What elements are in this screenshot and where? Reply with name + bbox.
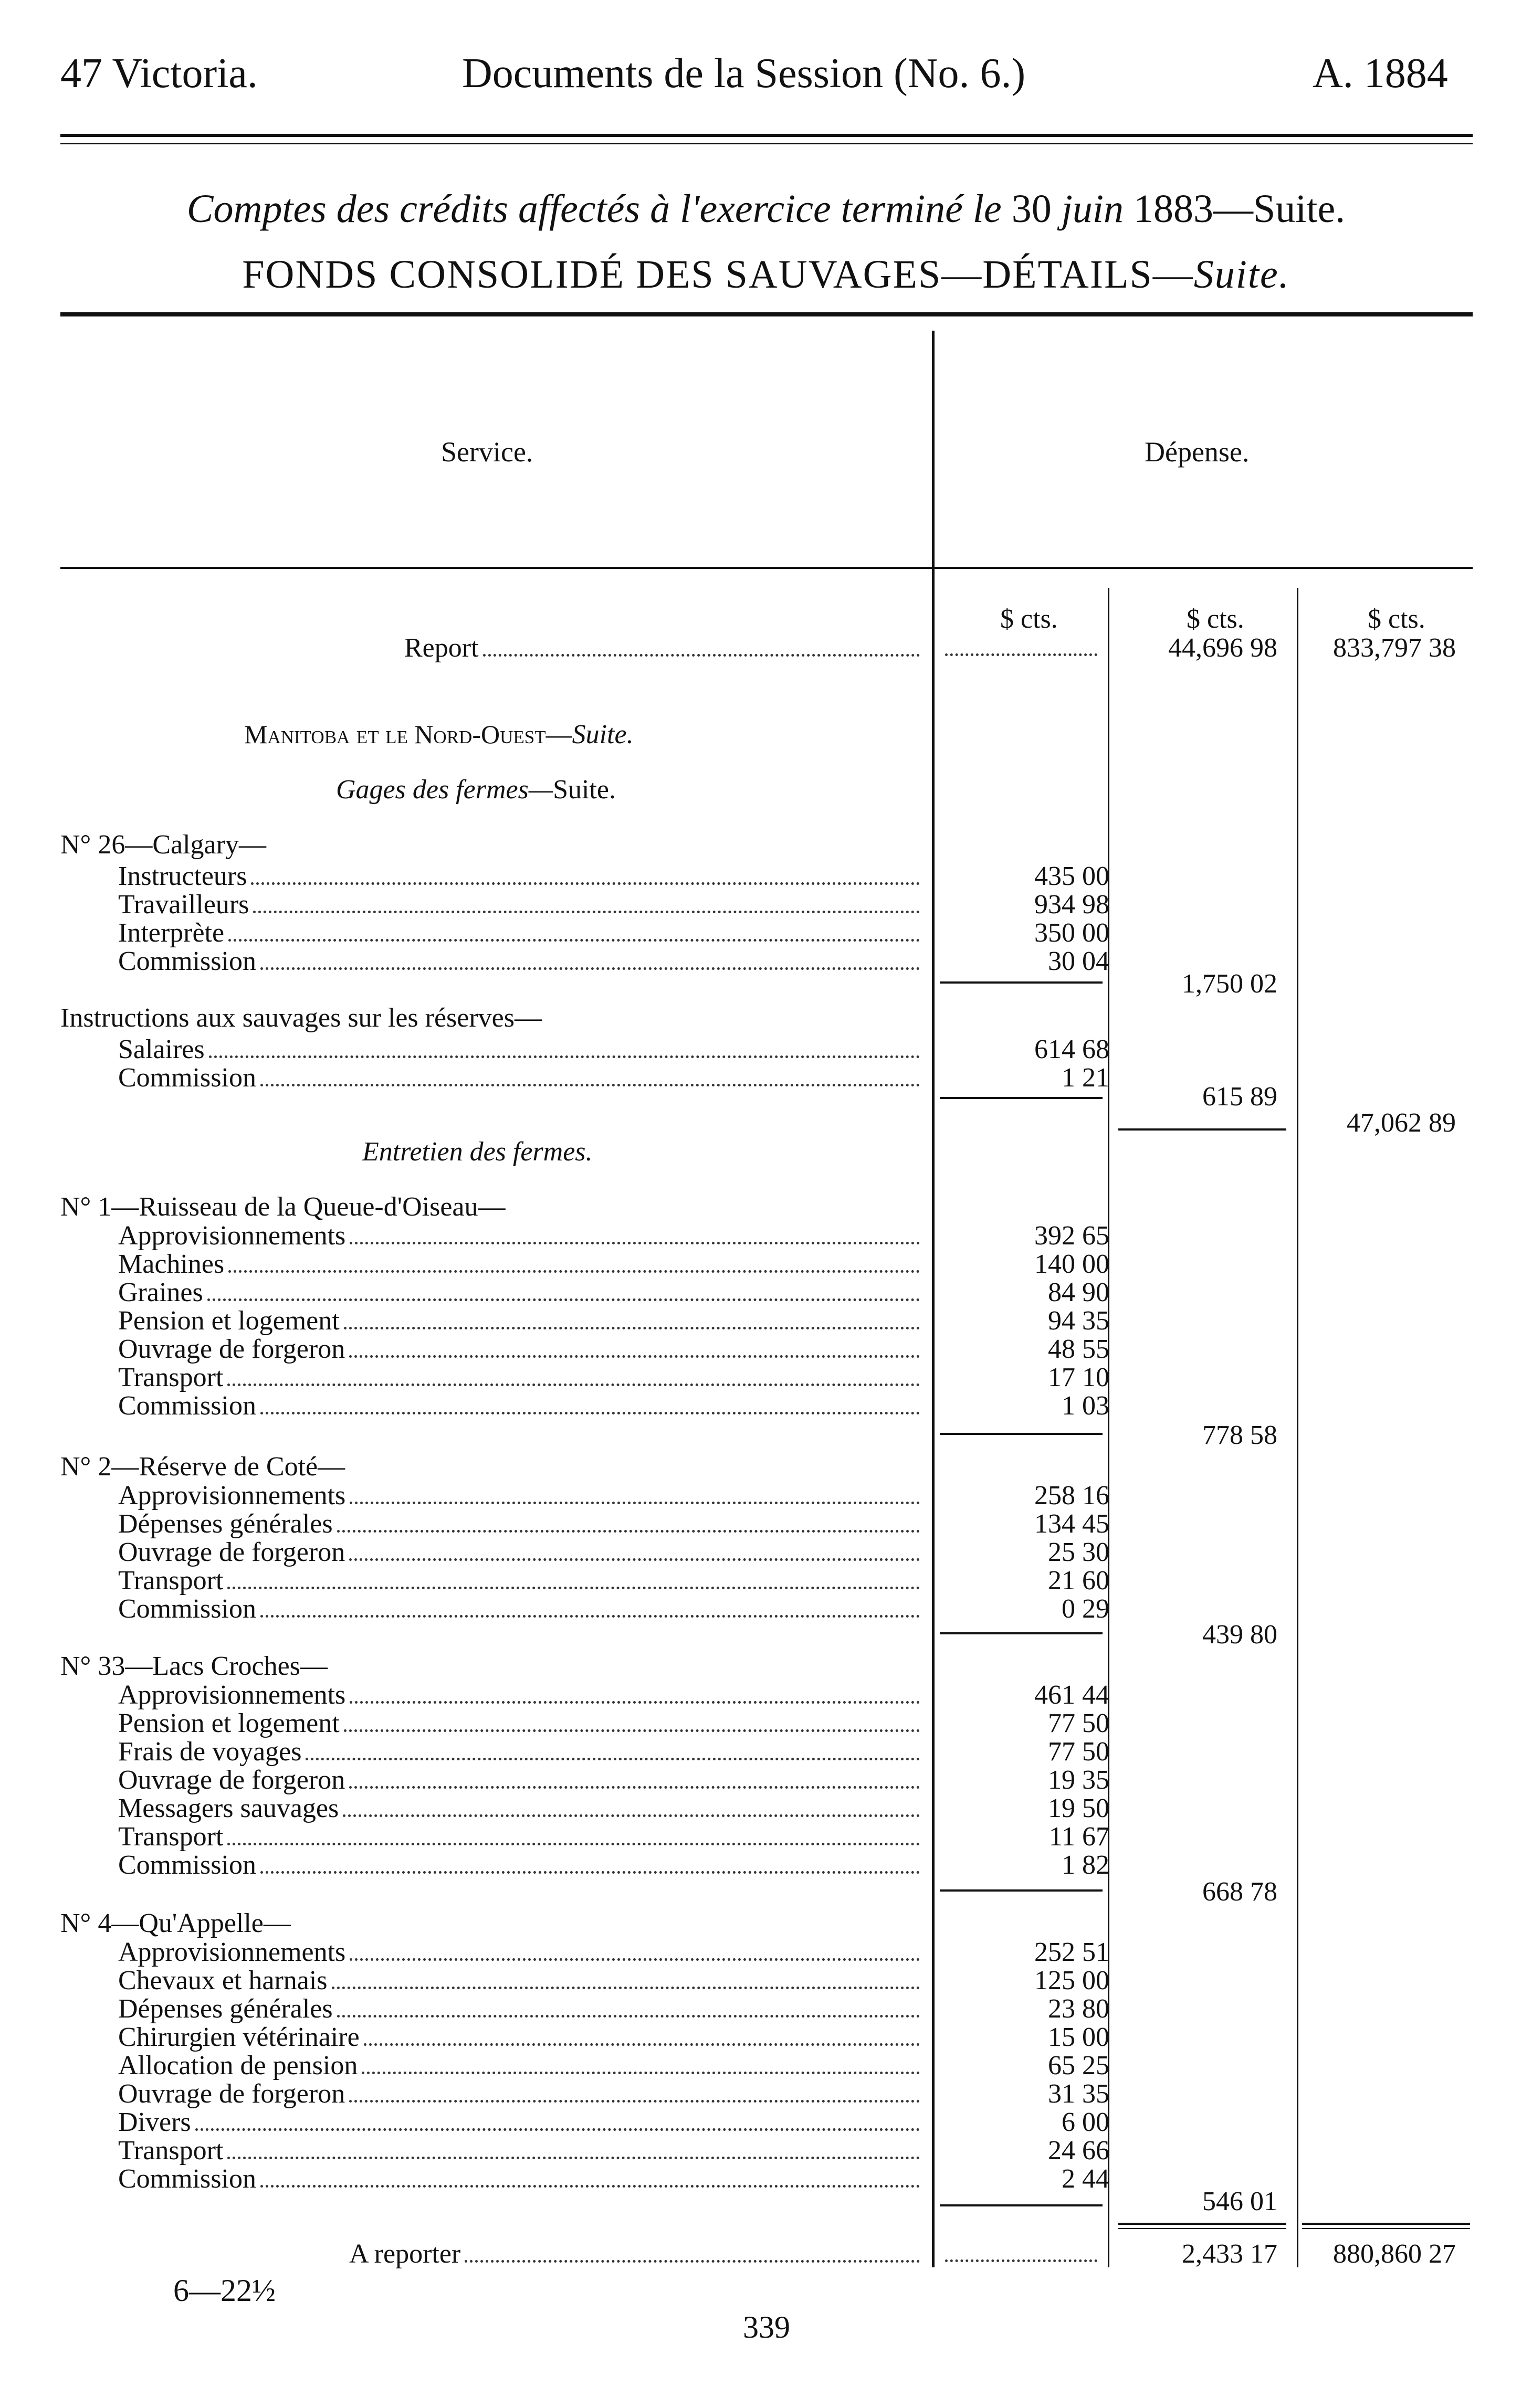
croches-item-amount: 19 35 [1048,1765,1109,1795]
appelle-item-label: Commission [118,2164,256,2194]
ruisseau-item-label: Approvisionnements [118,1221,346,1251]
title-date: 30 [1011,187,1052,231]
leader-dots [260,2185,920,2188]
leader-dots [344,1327,920,1329]
croches-item-amount: 1 82 [1062,1850,1109,1880]
appelle-item-row [118,2050,924,2081]
header-left: 47 Victoria. [60,50,258,97]
ruisseau-sum-rule [940,1433,1103,1435]
leader-dots [337,1530,920,1533]
gages-group-total: 47,062 89 [1347,1108,1456,1138]
group-heading-instructions: Instructions aux sauvages sur les réserves— [60,1003,542,1033]
cote-item-row [118,1593,924,1624]
cote-item-amount: 134 45 [1034,1509,1109,1539]
a-reporter-col1-dots [945,2259,1097,2262]
instructions-item-amount: 614 68 [1034,1034,1109,1064]
column-header-rule [60,567,1473,569]
col3-divider [1297,588,1298,2267]
instructions-item-label: Commission [118,1063,256,1093]
appelle-item-label: Transport [118,2136,224,2166]
leader-dots [260,1084,920,1086]
cote-item-row [118,1480,924,1511]
croches-item-amount: 461 44 [1034,1680,1109,1710]
subtitle-suffix: Suite. [1193,252,1290,297]
ruisseau-item-row [118,1277,924,1308]
leader-dots [227,2157,920,2159]
instructions-sum-rule [940,1097,1103,1099]
appelle-item-row [118,2107,924,2138]
cote-item-amount: 25 30 [1048,1537,1109,1567]
appelle-item-label: Dépenses générales [118,1994,333,2024]
ruisseau-item-label: Ouvrage de forgeron [118,1334,345,1364]
croches-item-label: Transport [118,1822,224,1852]
appelle-subtotal: 546 01 [1202,2187,1277,2216]
appelle-item-amount: 2 44 [1062,2164,1109,2194]
leader-dots [228,939,920,942]
croches-item-amount: 77 50 [1048,1708,1109,1738]
section-heading-suffix: Suite. [572,720,634,749]
subsection-gages-suffix: Suite. [553,775,616,805]
appelle-item-amount: 24 66 [1048,2136,1109,2166]
leader-dots [349,1786,920,1789]
cote-subtotal: 439 80 [1202,1620,1277,1650]
croches-item-label: Frais de voyages [118,1737,302,1767]
unit-header-1: $ cts. [1000,604,1058,634]
calgary-item-amount: 350 00 [1034,918,1109,948]
croches-sum-rule [940,1889,1103,1892]
croches-item-amount: 11 67 [1048,1822,1109,1852]
leader-dots [350,1701,920,1704]
leader-dots [337,2015,920,2018]
appelle-item-label: Chirurgien vétérinaire [118,2022,360,2052]
calgary-item-label: Travailleurs [118,890,249,920]
appelle-item-amount: 23 80 [1048,1994,1109,2024]
leader-dots [332,1987,920,1989]
unit-header-2: $ cts. [1187,604,1244,634]
cote-item-amount: 21 60 [1048,1566,1109,1596]
instructions-subtotal: 615 89 [1202,1082,1277,1112]
appelle-item-row [118,1965,924,1996]
cote-item-row [118,1565,924,1596]
report-label: Report [404,633,479,663]
section-heading [244,719,634,750]
cote-item-label: Ouvrage de forgeron [118,1537,345,1567]
ruisseau-item-label: Machines [118,1249,225,1279]
signature-mark: 6—22½ [173,2273,276,2308]
report-amount-col2: 44,696 98 [1168,633,1277,663]
leader-dots [227,1383,920,1386]
croches-item-label: Approvisionnements [118,1680,346,1710]
calgary-item-amount: 435 00 [1034,861,1109,891]
ruisseau-item-amount: 392 65 [1034,1221,1109,1251]
ruisseau-item-amount: 84 90 [1048,1277,1109,1307]
group-heading-ruisseau: N° 1—Ruisseau de la Queue-d'Oiseau— [60,1192,506,1222]
croches-item-row [118,1793,924,1824]
appelle-sum-rule [940,2204,1103,2206]
croches-item-row [118,1736,924,1767]
reporter-rule-col3 [1302,2223,1470,2225]
group-heading-appelle: N° 4—Qu'Appelle— [60,1908,291,1938]
croches-item-amount: 19 50 [1048,1793,1109,1823]
croches-item-label: Commission [118,1850,256,1880]
cote-item-row [118,1537,924,1568]
ruisseau-item-label: Commission [118,1391,256,1421]
title-month: juin [1061,187,1124,231]
croches-item-amount: 77 50 [1048,1737,1109,1767]
a-reporter-amount-col2: 2,433 17 [1182,2239,1277,2269]
instructions-item-row [118,1034,924,1065]
ruisseau-item-row [118,1334,924,1365]
leader-dots [207,1298,920,1301]
section-heading-main: Manitoba et le Nord-Ouest— [244,720,572,749]
leader-dots [350,1958,920,1961]
title-rule [60,312,1473,316]
calgary-item-amount: 30 04 [1048,946,1109,976]
croches-item-label: Messagers sauvages [118,1793,339,1823]
croches-item-row [118,1765,924,1796]
leader-dots [350,1242,920,1244]
column-service: Service. [441,436,533,468]
ruisseau-item-amount: 17 10 [1048,1363,1109,1392]
leader-dots [209,1055,920,1058]
croches-item-row [118,1821,924,1852]
appelle-item-label: Divers [118,2107,191,2137]
leader-dots [251,882,920,885]
a-reporter-label: A reporter [349,2239,461,2269]
appelle-item-label: Approvisionnements [118,1937,346,1967]
ruisseau-item-row [118,1362,924,1393]
cote-item-amount: 258 16 [1034,1481,1109,1511]
croches-item-row [118,1708,924,1739]
group-heading-calgary: N° 26—Calgary— [60,830,266,860]
appelle-item-label: Ouvrage de forgeron [118,2079,345,2109]
leader-dots [344,1729,920,1732]
subsection-gages [336,774,616,805]
column-depense: Dépense. [1145,436,1250,468]
leader-dots [227,1587,920,1589]
appelle-item-row [118,2022,924,2053]
reporter-rule-col2 [1118,2223,1286,2225]
report-col1-dots [945,653,1097,656]
ruisseau-item-label: Pension et logement [118,1306,340,1336]
ruisseau-subtotal: 778 58 [1202,1420,1277,1450]
header-rule-bottom [60,143,1473,144]
cote-item-label: Approvisionnements [118,1481,346,1511]
croches-item-label: Ouvrage de forgeron [118,1765,345,1795]
group-heading-cote: N° 2—Réserve de Coté— [60,1452,345,1482]
appelle-item-amount: 252 51 [1034,1937,1109,1967]
ruisseau-item-row [118,1220,924,1251]
croches-subtotal: 668 78 [1202,1877,1277,1907]
croches-item-row [118,1850,924,1881]
reporter-rule-col2-thin [1118,2228,1286,2229]
leader-dots [260,967,920,970]
a-reporter-row [349,2238,924,2269]
leader-dots [350,1502,920,1504]
cote-sum-rule [940,1632,1103,1634]
leader-dots [260,1615,920,1618]
ruisseau-item-label: Transport [118,1363,224,1392]
appelle-item-amount: 6 00 [1062,2107,1109,2137]
ruisseau-item-row [118,1305,924,1336]
leader-dots [343,1814,920,1817]
cote-item-row [118,1508,924,1539]
appelle-item-row [118,2135,924,2166]
leader-dots [349,1558,920,1561]
report-amount-col3: 833,797 38 [1333,633,1456,663]
subsection-gages-italic: Gages des fermes— [336,775,553,805]
leader-dots [362,2072,920,2074]
group-heading-croches: N° 33—Lacs Croches— [60,1651,328,1681]
appelle-item-amount: 15 00 [1048,2022,1109,2052]
calgary-item-label: Commission [118,946,256,976]
ruisseau-item-amount: 48 55 [1048,1334,1109,1364]
cote-item-label: Transport [118,1566,224,1596]
appelle-item-amount: 65 25 [1048,2051,1109,2080]
leader-dots [364,2043,920,2046]
calgary-item-label: Interprète [118,918,225,948]
appelle-item-row [118,1937,924,1968]
calgary-item-row [118,861,924,892]
calgary-item-label: Instructeurs [118,861,247,891]
ruisseau-item-amount: 140 00 [1034,1249,1109,1279]
appelle-item-label: Chevaux et harnais [118,1966,328,1995]
instructions-item-row [118,1062,924,1093]
title-year: 1883—Suite. [1133,187,1346,231]
calgary-item-amount: 934 98 [1034,890,1109,920]
page-title [0,186,1532,232]
leader-dots [260,1412,920,1414]
croches-item-row [118,1680,924,1710]
gages-group-rule [1118,1128,1286,1131]
calgary-subtotal: 1,750 02 [1182,969,1277,999]
subsection-entretien: Entretien des fermes. [362,1137,593,1167]
leader-dots [195,2128,920,2131]
report-row [404,632,924,663]
header-center: Documents de la Session (No. 6.) [462,50,1026,97]
leader-dots [349,1355,920,1358]
cote-item-amount: 0 29 [1062,1594,1109,1624]
cote-item-label: Commission [118,1594,256,1624]
reporter-rule-col3-thin [1302,2228,1470,2229]
instructions-item-label: Salaires [118,1034,205,1064]
ruisseau-item-amount: 94 35 [1048,1306,1109,1336]
instructions-item-amount: 1 21 [1062,1063,1109,1093]
unit-header-3: $ cts. [1368,604,1425,634]
calgary-item-row [118,889,924,920]
leader-dots [228,1270,920,1273]
appelle-item-row [118,2163,924,2194]
calgary-item-row [118,946,924,977]
appelle-item-row [118,1993,924,2024]
leader-dots [260,1871,920,1874]
cote-item-label: Dépenses générales [118,1509,333,1539]
croches-item-label: Pension et logement [118,1708,340,1738]
leader-dots [349,2100,920,2103]
leader-dots [306,1758,920,1760]
appelle-item-amount: 125 00 [1034,1966,1109,1995]
header-right: A. 1884 [1313,50,1448,97]
page-subtitle [0,252,1532,298]
service-depense-divider [932,331,935,2267]
ruisseau-item-row [118,1249,924,1280]
ruisseau-item-label: Graines [118,1277,203,1307]
leader-dots [227,1843,920,1845]
header-rule-top [60,134,1473,137]
ruisseau-item-amount: 1 03 [1062,1391,1109,1421]
appelle-item-amount: 31 35 [1048,2079,1109,2109]
calgary-item-row [118,917,924,948]
title-italic-part: Comptes des crédits affectés à l'exercice terminé le [186,187,1002,231]
ruisseau-item-row [118,1390,924,1421]
a-reporter-amount-col3: 880,860 27 [1333,2239,1456,2269]
leader-dots [253,911,920,913]
calgary-sum-rule [940,981,1103,984]
appelle-item-label: Allocation de pension [118,2051,358,2080]
appelle-item-row [118,2078,924,2109]
subtitle-main: FONDS CONSOLIDÉ DES SAUVAGES—DÉTAILS— [242,252,1194,297]
page-number: 339 [743,2310,790,2344]
